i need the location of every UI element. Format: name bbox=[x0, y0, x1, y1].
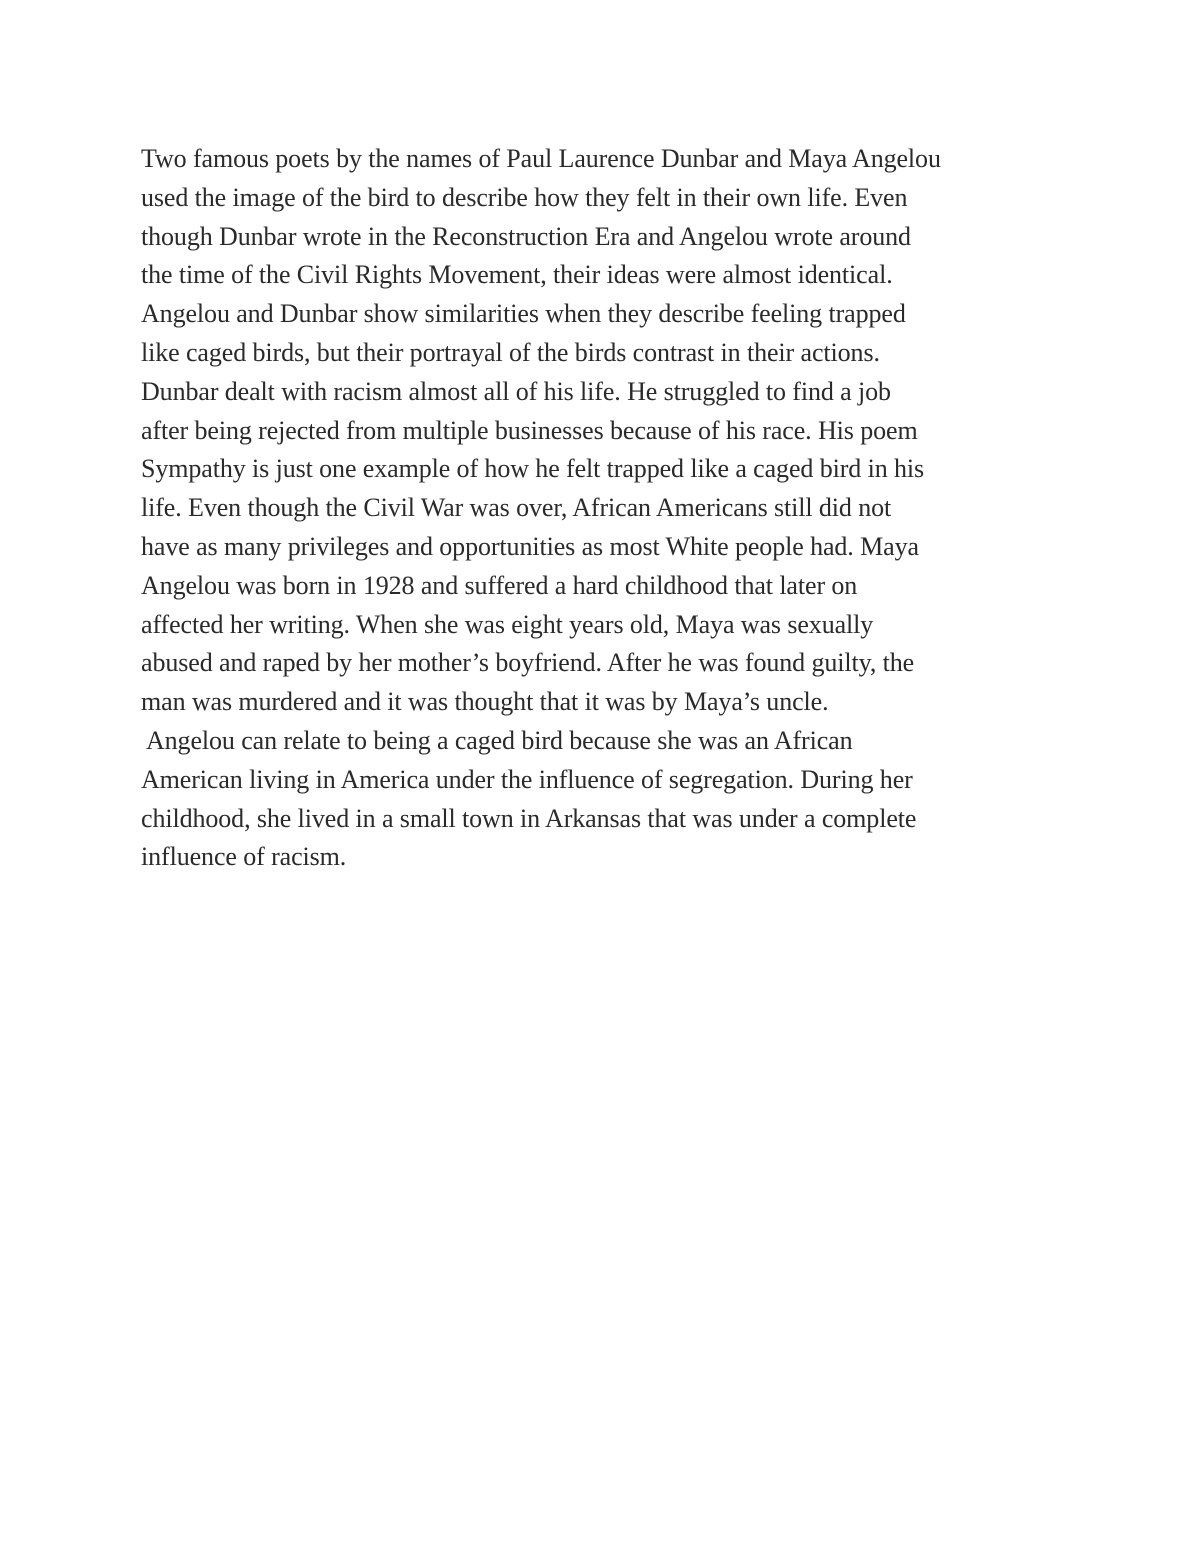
essay-line: used the image of the bird to describe how they felt in their own life. Even bbox=[141, 182, 908, 212]
essay-line: like caged birds, but their portrayal of the birds contrast in their actions. bbox=[141, 337, 880, 367]
essay-line: Angelou was born in 1928 and suffered a hard childhood that later on bbox=[141, 570, 858, 600]
essay-line: American living in America under the influence of segregation. During her bbox=[141, 764, 913, 794]
essay-line: Angelou and Dunbar show similarities when they describe feeling trapped bbox=[141, 299, 906, 329]
essay-line: Sympathy is just one example of how he felt trapped like a caged bird in his bbox=[141, 454, 925, 484]
essay-line: man was murdered and it was thought that it was by Maya’s uncle. bbox=[141, 687, 829, 717]
essay-line: though Dunbar wrote in the Reconstruction Era and Angelou wrote around bbox=[141, 221, 911, 251]
essay-line: Angelou can relate to being a caged bird because she was an African bbox=[141, 725, 853, 755]
essay-line: after being rejected from multiple businesses because of his race. His poem bbox=[141, 415, 918, 445]
essay-line: influence of racism. bbox=[141, 842, 347, 872]
essay-line: Dunbar dealt with racism almost all of his life. He struggled to find a job bbox=[141, 376, 891, 406]
essay-line: Two famous poets by the names of Paul Laurence Dunbar and Maya Angelou bbox=[141, 144, 941, 173]
essay-line: affected her writing. When she was eight years old, Maya was sexually bbox=[141, 609, 874, 639]
essay-line: abused and raped by her mother’s boyfriend. After he was found guilty, the bbox=[141, 648, 915, 678]
essay-line: childhood, she lived in a small town in Arkansas that was under a complete bbox=[141, 803, 917, 833]
essay-line: the time of the Civil Rights Movement, their ideas were almost identical. bbox=[141, 260, 893, 290]
essay-body bbox=[141, 140, 1081, 877]
essay-line: have as many privileges and opportunities as most White people had. Maya bbox=[141, 531, 919, 561]
essay-line: life. Even though the Civil War was over, African Americans still did not bbox=[141, 493, 892, 523]
